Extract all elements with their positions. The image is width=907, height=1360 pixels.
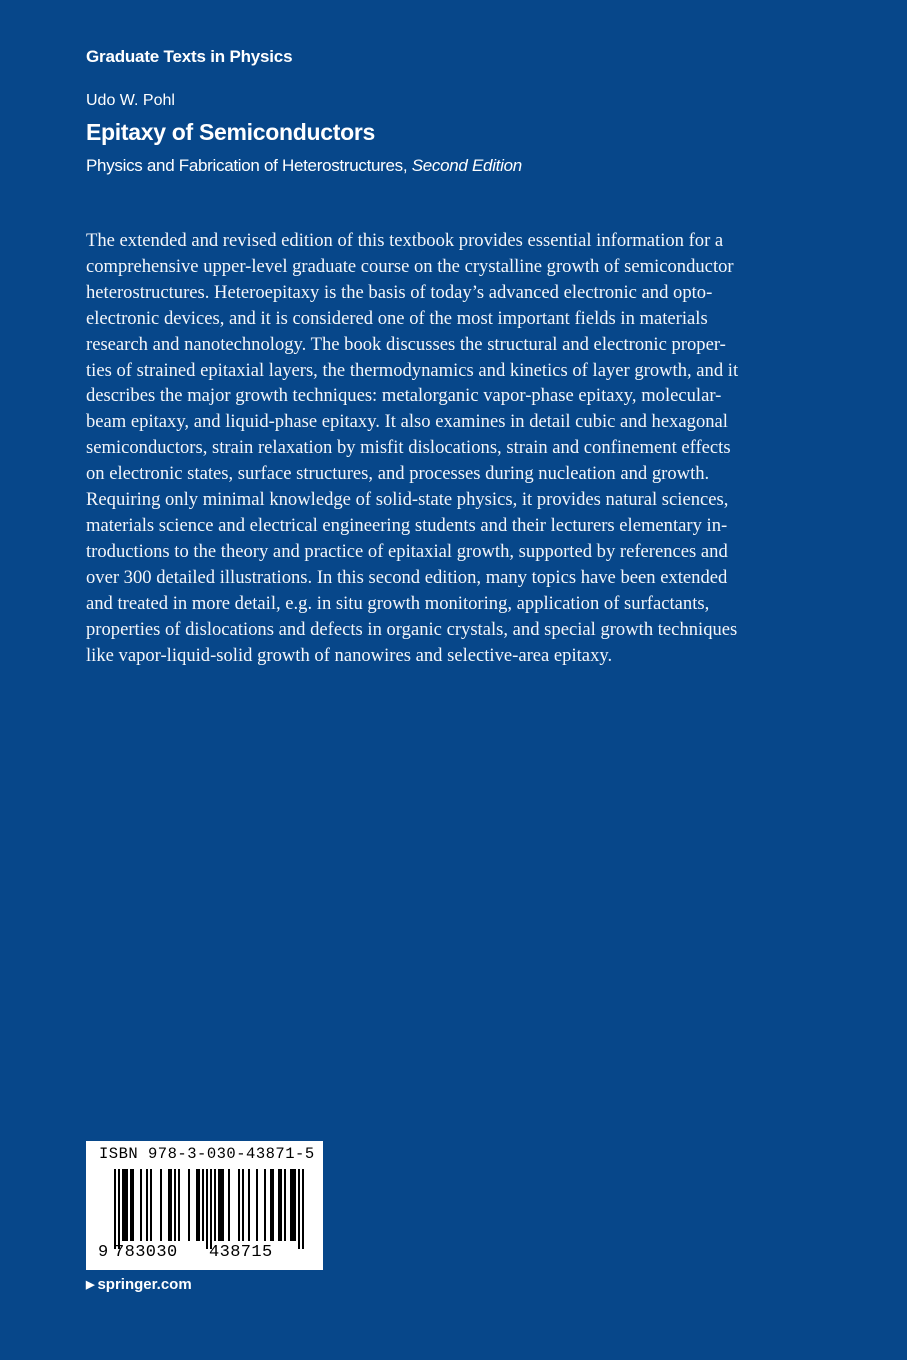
barcode-bar xyxy=(284,1169,286,1241)
subtitle-edition: Second Edition xyxy=(411,156,522,175)
barcode-bar xyxy=(118,1169,120,1249)
barcode-bar xyxy=(170,1169,172,1241)
series-name: Graduate Texts in Physics xyxy=(86,47,293,66)
description-line: semiconductors, strain relaxation by misfit dislocations, strain and confinement effects xyxy=(86,437,731,459)
barcode-bar xyxy=(264,1169,266,1241)
description-line: troductions to the theory and practice of epitaxial growth, supported by references and xyxy=(86,540,728,562)
description-line: beam epitaxy, and liquid-phase epitaxy. It also examines in detail cubic and hexagonal xyxy=(86,411,728,433)
description-line: properties of dislocations and defects in organic crystals, and special growth techniques xyxy=(86,618,738,640)
book-description xyxy=(86,228,826,668)
publisher-link-text: springer.com xyxy=(97,1276,192,1293)
barcode-bar xyxy=(220,1169,222,1241)
publisher-link[interactable] xyxy=(86,1276,192,1293)
barcode-bar xyxy=(214,1169,216,1241)
barcode-bar xyxy=(228,1169,230,1241)
barcode-bar xyxy=(206,1169,208,1249)
subtitle-main: Physics and Fabrication of Heterostructures, xyxy=(86,156,408,175)
barcode-bar xyxy=(222,1169,224,1241)
barcode-bar xyxy=(270,1169,272,1241)
barcode-bar xyxy=(272,1169,274,1241)
barcode-bar xyxy=(178,1169,180,1241)
author-name: Udo W. Pohl xyxy=(86,92,175,109)
barcode-bar xyxy=(140,1169,142,1241)
barcode-bar xyxy=(290,1169,292,1241)
barcode-bar xyxy=(168,1169,170,1241)
description-line: describes the major growth techniques: metalorganic vapor-phase epitaxy, molecular- xyxy=(86,385,722,407)
description-line: ties of strained epitaxial layers, the thermodynamics and kinetics of layer growth, and it xyxy=(86,359,739,381)
barcode-bar xyxy=(198,1169,200,1241)
description-line: Requiring only minimal knowledge of solid-state physics, it provides natural sciences, xyxy=(86,489,729,511)
barcode-bar xyxy=(146,1169,148,1241)
barcode-bar xyxy=(218,1169,220,1241)
barcode-bar xyxy=(302,1169,304,1249)
barcode-bar xyxy=(238,1169,240,1241)
arrow-right-icon: ▶ xyxy=(86,1279,95,1291)
barcode-bar xyxy=(174,1169,176,1241)
barcode-bar xyxy=(280,1169,282,1241)
barcode-bar xyxy=(298,1169,300,1249)
description-line: comprehensive upper-level graduate course on the crystalline growth of semiconductor xyxy=(86,255,734,277)
book-subtitle xyxy=(86,156,522,176)
book-title: Epitaxy of Semiconductors xyxy=(86,119,376,145)
ean-left-digits: 783030 xyxy=(114,1243,178,1262)
barcode-bar xyxy=(122,1169,124,1241)
barcode-bar xyxy=(132,1169,134,1241)
barcode-bar xyxy=(188,1169,190,1241)
barcode-bar xyxy=(278,1169,280,1241)
description-line: like vapor-liquid-solid growth of nanowires and selective-area epitaxy. xyxy=(86,644,613,666)
barcode-bar xyxy=(150,1169,152,1241)
description-line: The extended and revised edition of this textbook provides essential information for a xyxy=(86,230,724,251)
barcode-bar xyxy=(124,1169,126,1241)
description-line: and treated in more detail, e.g. in situ growth monitoring, application of surfactants, xyxy=(86,592,710,614)
isbn-label: ISBN 978-3-030-43871-5 xyxy=(99,1145,315,1163)
description-line: on electronic states, surface structures, and processes during nucleation and growth. xyxy=(86,463,710,485)
barcode-bar xyxy=(256,1169,258,1241)
barcode-bar xyxy=(248,1169,250,1241)
description-line: over 300 detailed illustrations. In this second edition, many topics have been extended xyxy=(86,566,728,588)
description-line: heterostructures. Heteroepitaxy is the basis of today’s advanced electronic and opto- xyxy=(86,281,713,303)
barcode-bar xyxy=(242,1169,244,1241)
description-line: materials science and electrical engineering students and their lecturers elementary in- xyxy=(86,514,728,536)
barcode-bar xyxy=(202,1169,204,1241)
barcode-bar xyxy=(126,1169,128,1241)
description-line: electronic devices, and it is considered one of the most important fields in materials xyxy=(86,307,708,329)
ean-first-digit: 9 xyxy=(98,1243,109,1262)
barcode-bar xyxy=(114,1169,116,1249)
barcode-bar xyxy=(294,1169,296,1241)
barcode-bar xyxy=(196,1169,198,1241)
barcode-bar xyxy=(130,1169,132,1241)
description-line: research and nanotechnology. The book discusses the structural and electronic proper- xyxy=(86,333,726,355)
barcode-bar xyxy=(210,1169,212,1249)
isbn-barcode xyxy=(86,1141,323,1270)
ean-right-digits: 438715 xyxy=(209,1243,273,1262)
barcode-bar xyxy=(292,1169,294,1241)
barcode-bar xyxy=(160,1169,162,1241)
